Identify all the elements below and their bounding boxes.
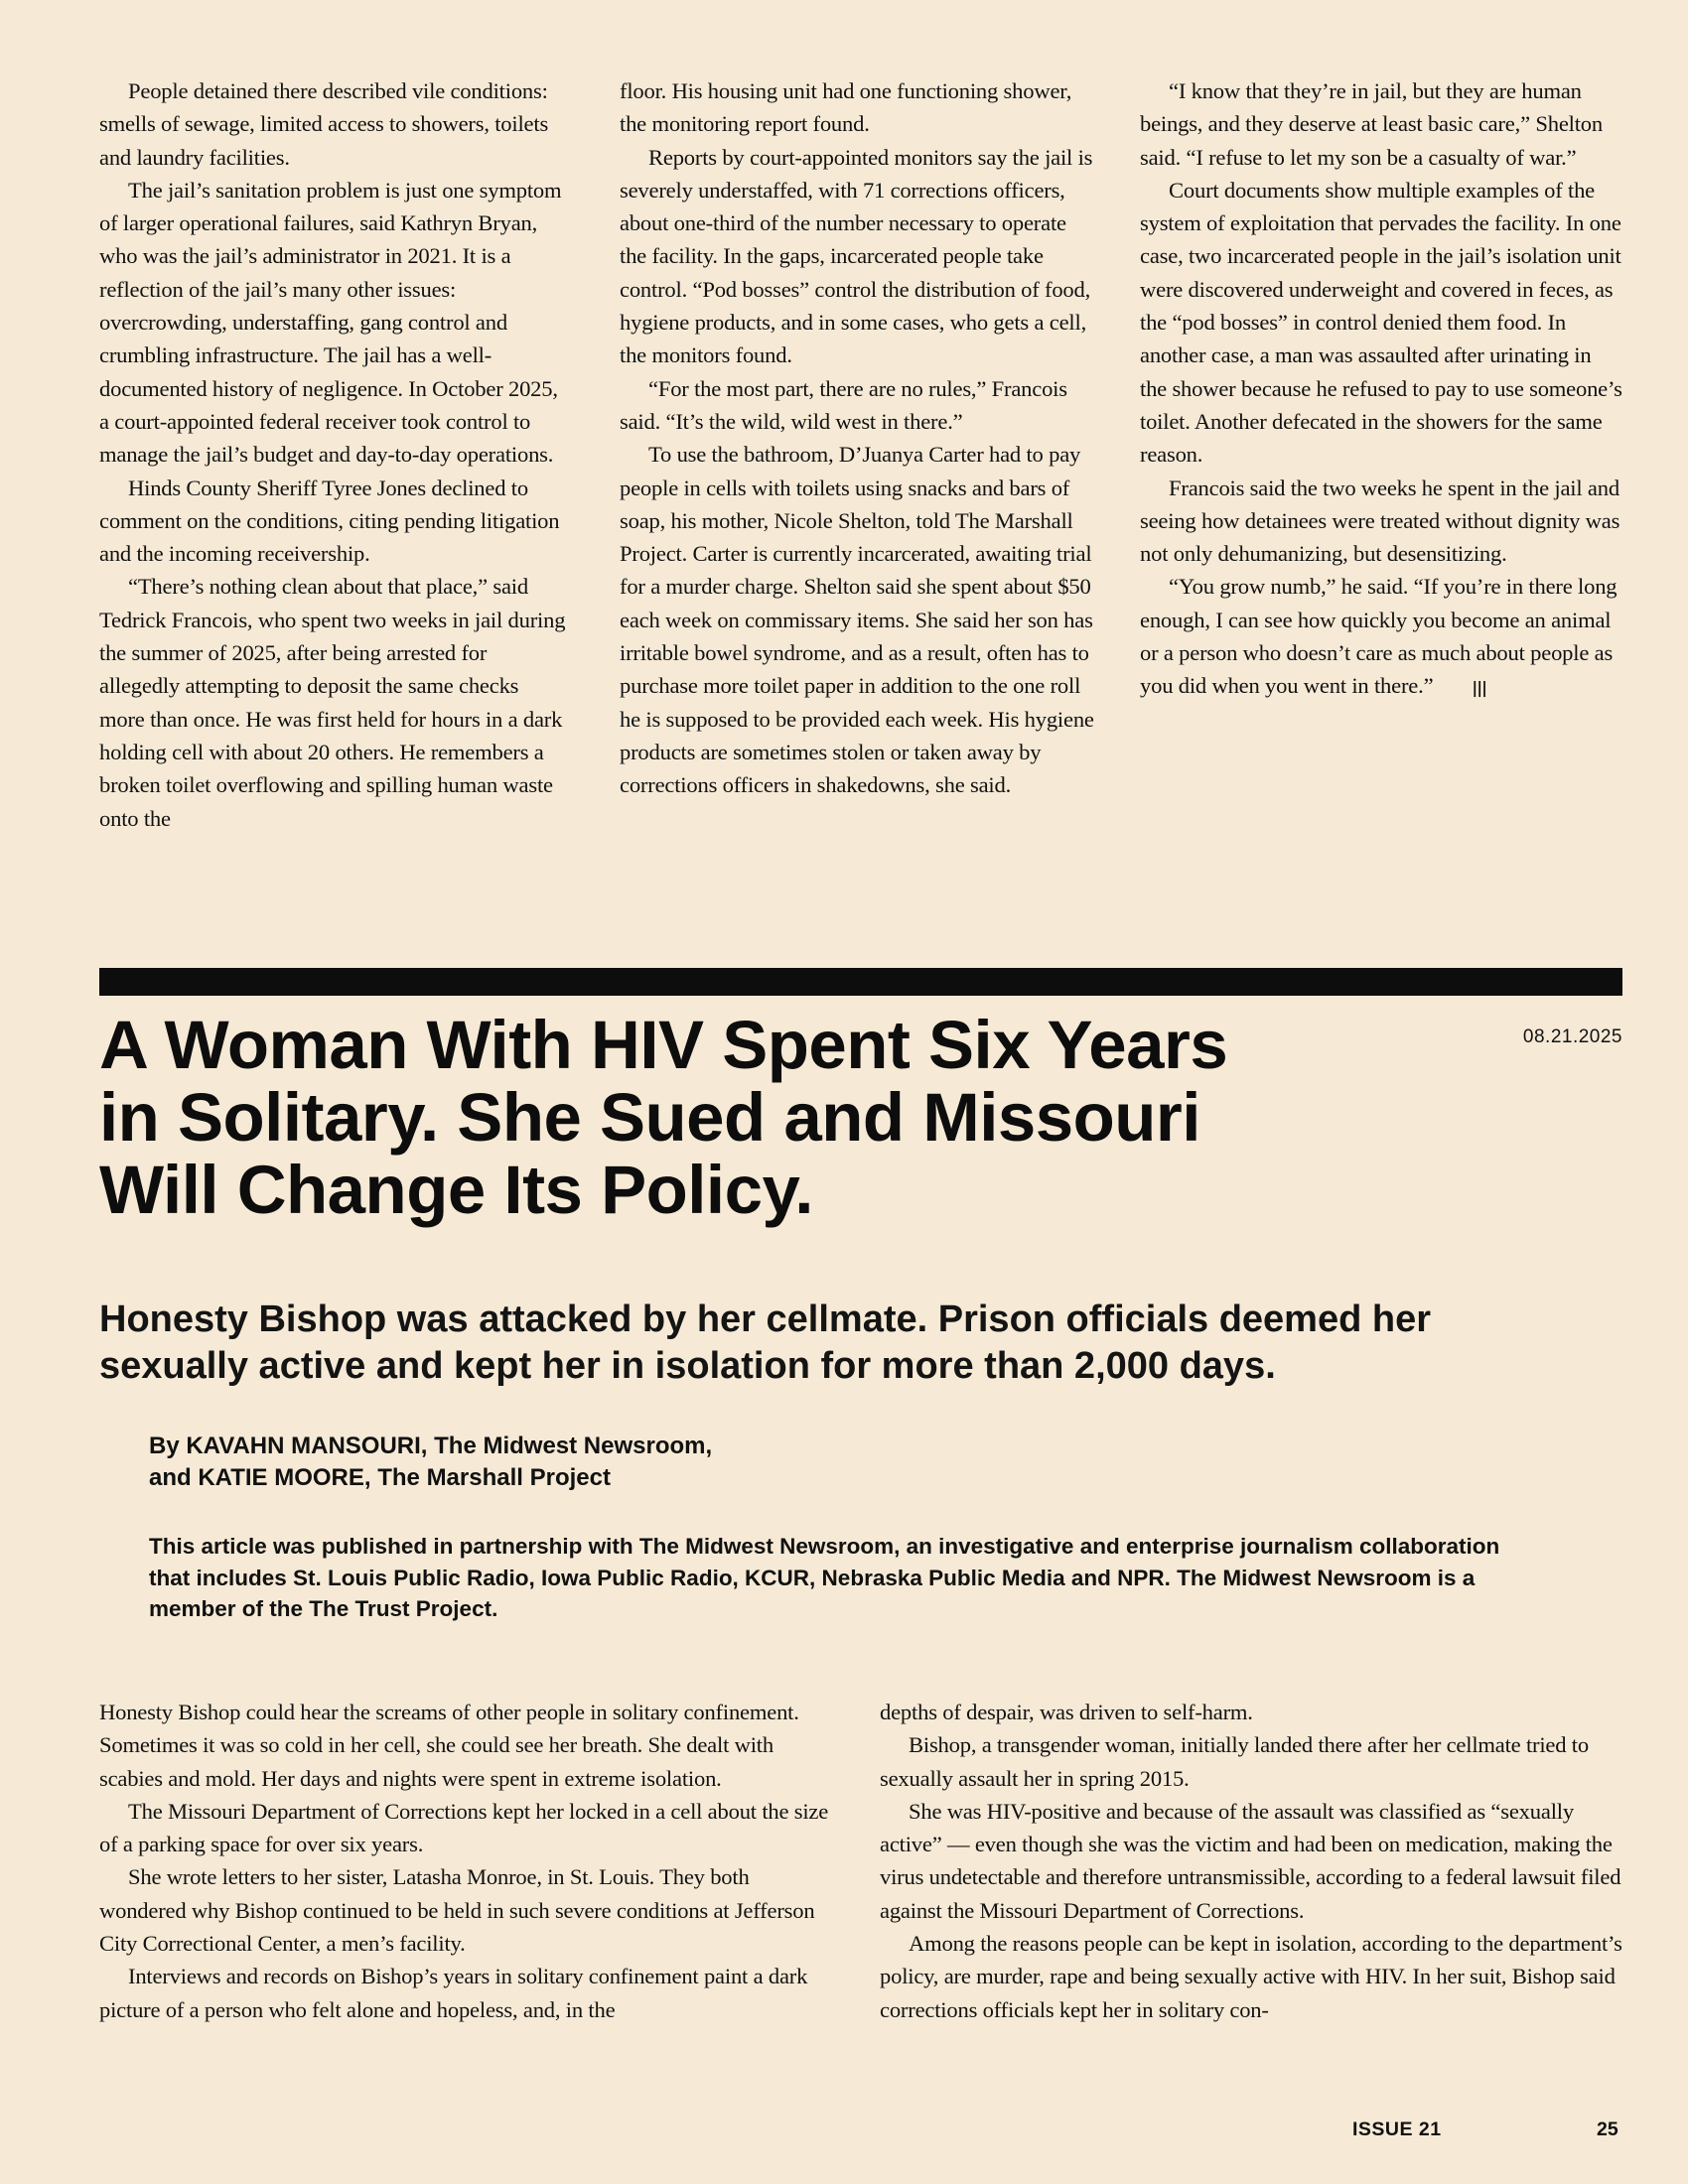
paragraph: Bishop, a transgender woman, initially landed there after her cellmate tried to sexually assault her in spring 2015. xyxy=(880,1732,1589,1791)
body-column-2 xyxy=(880,1696,1622,2026)
paragraph: “I know that they’re in jail, but they are human beings, and they deserve at least basic care,” Shelton said. “I refuse to let my son be a casualty of war.” xyxy=(1140,78,1603,170)
paragraph: The Missouri Department of Corrections kept her locked in a cell about the size of a parking space for over six years. xyxy=(99,1798,829,1857)
article-dek: Honesty Bishop was attacked by her cellmate. Prison officials deemed her sexually active and kept her in isolation for more than 2,000 days. xyxy=(99,1298,1432,1387)
partnership-note: This article was published in partnership with The Midwest Newsroom, an investigative and enterprise journalism collaboration that includes St. Louis Public Radio, Iowa Public Radio, KCUR, Nebraska Public Media and NPR. The Midwest Newsroom is a member of the The Trust Project. xyxy=(149,1534,1500,1621)
paragraph: Honesty Bishop could hear the screams of other people in solitary confinement. Sometimes it was so cold in her cell, she could see her breath. She dealt with scabies and mold. Her days and nights were spent in extreme isolation. xyxy=(99,1700,799,1791)
byline-line-1: By KAVAHN MANSOURI, The Midwest Newsroom, xyxy=(149,1433,713,1459)
paragraph-text: “You grow numb,” he said. “If you’re in there long enough, I can see how quickly you become an animal or a person who doesn’t care as much about people as you did when you went in there.” xyxy=(1140,574,1618,699)
end-mark-icon: ||| xyxy=(1472,678,1486,698)
issue-label: ISSUE 21 xyxy=(1352,2118,1442,2140)
article-body xyxy=(99,1696,1622,2026)
paragraph: She was HIV-positive and because of the assault was classified as “sexually active” — even though she was the victim and had been on medication, making the virus undetectable and therefore untransmissible, according to a federal lawsuit filed against the Missouri Department of Corrections. xyxy=(880,1798,1621,1923)
section-divider-bar xyxy=(99,968,1622,996)
paragraph: “There’s nothing clean about that place,” said Tedrick Francois, who spent two weeks in jail during the summer of 2025, after being arrested for allegedly attempting to deposit the same checks more than once. He was first held for hours in a dark holding cell with about 20 others. He remembers a broken toilet overflowing and spilling human waste onto the xyxy=(99,574,566,831)
paragraph: Francois said the two weeks he spent in the jail and seeing how detainees were treated without dignity was not only dehumanizing, but desensitizing. xyxy=(1140,475,1620,567)
paragraph: To use the bathroom, D’Juanya Carter had to pay people in cells with toilets using snacks and bars of soap, his mother, Nicole Shelton, told The Marshall Project. Carter is currently incarcerated, awaiting trial for a murder charge. Shelton said she spent about $50 each week on commissary items. She said her son has irritable bowel syndrome, and as a result, often has to purchase more toilet paper in addition to the one roll he is supposed to be provided each week. His hygiene products are sometimes stolen or taken away by corrections officers in shakedowns, she said. xyxy=(620,442,1094,798)
paragraph: People detained there described vile conditions: smells of sewage, limited access to showers, toilets and laundry facilities. xyxy=(99,78,549,170)
article-headline: A Woman With HIV Spent Six Years in Solitary. She Sued and Missouri Will Change Its Policy. xyxy=(99,1007,1228,1228)
paragraph: Among the reasons people can be kept in isolation, according to the department’s policy, are murder, rape and being sexually active with HIV. In her suit, Bishop said corrections officials kept her in solitary con- xyxy=(880,1931,1622,2022)
last-paragraph xyxy=(1140,570,1622,704)
byline-line-2: and KATIE MOORE, The Marshall Project xyxy=(149,1464,611,1491)
paragraph: Court documents show multiple examples of the system of exploitation that pervades the facility. In one case, two incarcerated people in the jail’s isolation unit were discovered underweight and covered in feces, as the “pod bosses” in control denied them food. In another case, a man was assaulted after urinating in the shower because he refused to pay to use someone’s toilet. Another defecated in the showers for the same reason. xyxy=(1140,177,1622,468)
paragraph: She wrote letters to her sister, Latasha Monroe, in St. Louis. They both wondered why Bishop continued to be held in such severe conditions at Jefferson City Correctional Center, a men’s facility. xyxy=(99,1864,815,1957)
paragraph: Hinds County Sheriff Tyree Jones declined to comment on the conditions, citing pending litigation and the incoming receivership. xyxy=(99,475,560,567)
paragraph: Interviews and records on Bishop’s years in solitary confinement paint a dark picture of a person who felt alone and hopeless, and, in the xyxy=(99,1964,808,2022)
page-number: 25 xyxy=(1597,2118,1618,2140)
paragraph: depths of despair, was driven to self-harm. xyxy=(880,1700,1253,1724)
text-column-2 xyxy=(620,74,1096,835)
paragraph: The jail’s sanitation problem is just one symptom of larger operational failures, said Kathryn Bryan, who was the jail’s administrator in 2021. It is a reflection of the jail’s many other issues: overcrowding, understaffing, gang control and crumbling infrastructure. The jail has a well-documented history of negligence. In October 2025, a court-appointed federal receiver took control to manage the jail’s budget and day-to-day operations. xyxy=(99,177,562,468)
paragraph: “For the most part, there are no rules,” Francois said. “It’s the wild, wild west in there.” xyxy=(620,375,1067,434)
publication-date: 08.21.2025 xyxy=(1522,1026,1622,1047)
paragraph: Reports by court-appointed monitors say the jail is severely understaffed, with 71 corrections officers, about one-third of the number necessary to operate the facility. In the gaps, incarcerated people take control. “Pod bosses” control the distribution of food, hygiene products, and in some cases, who gets a cell, the monitors found. xyxy=(620,144,1093,368)
byline xyxy=(149,1431,1440,1494)
text-column-1 xyxy=(99,74,566,835)
body-column-1 xyxy=(99,1696,839,2026)
previous-article-continuation xyxy=(99,74,1622,835)
paragraph: floor. His housing unit had one functioning shower, the monitoring report found. xyxy=(620,78,1072,137)
text-column-3 xyxy=(1140,74,1622,835)
